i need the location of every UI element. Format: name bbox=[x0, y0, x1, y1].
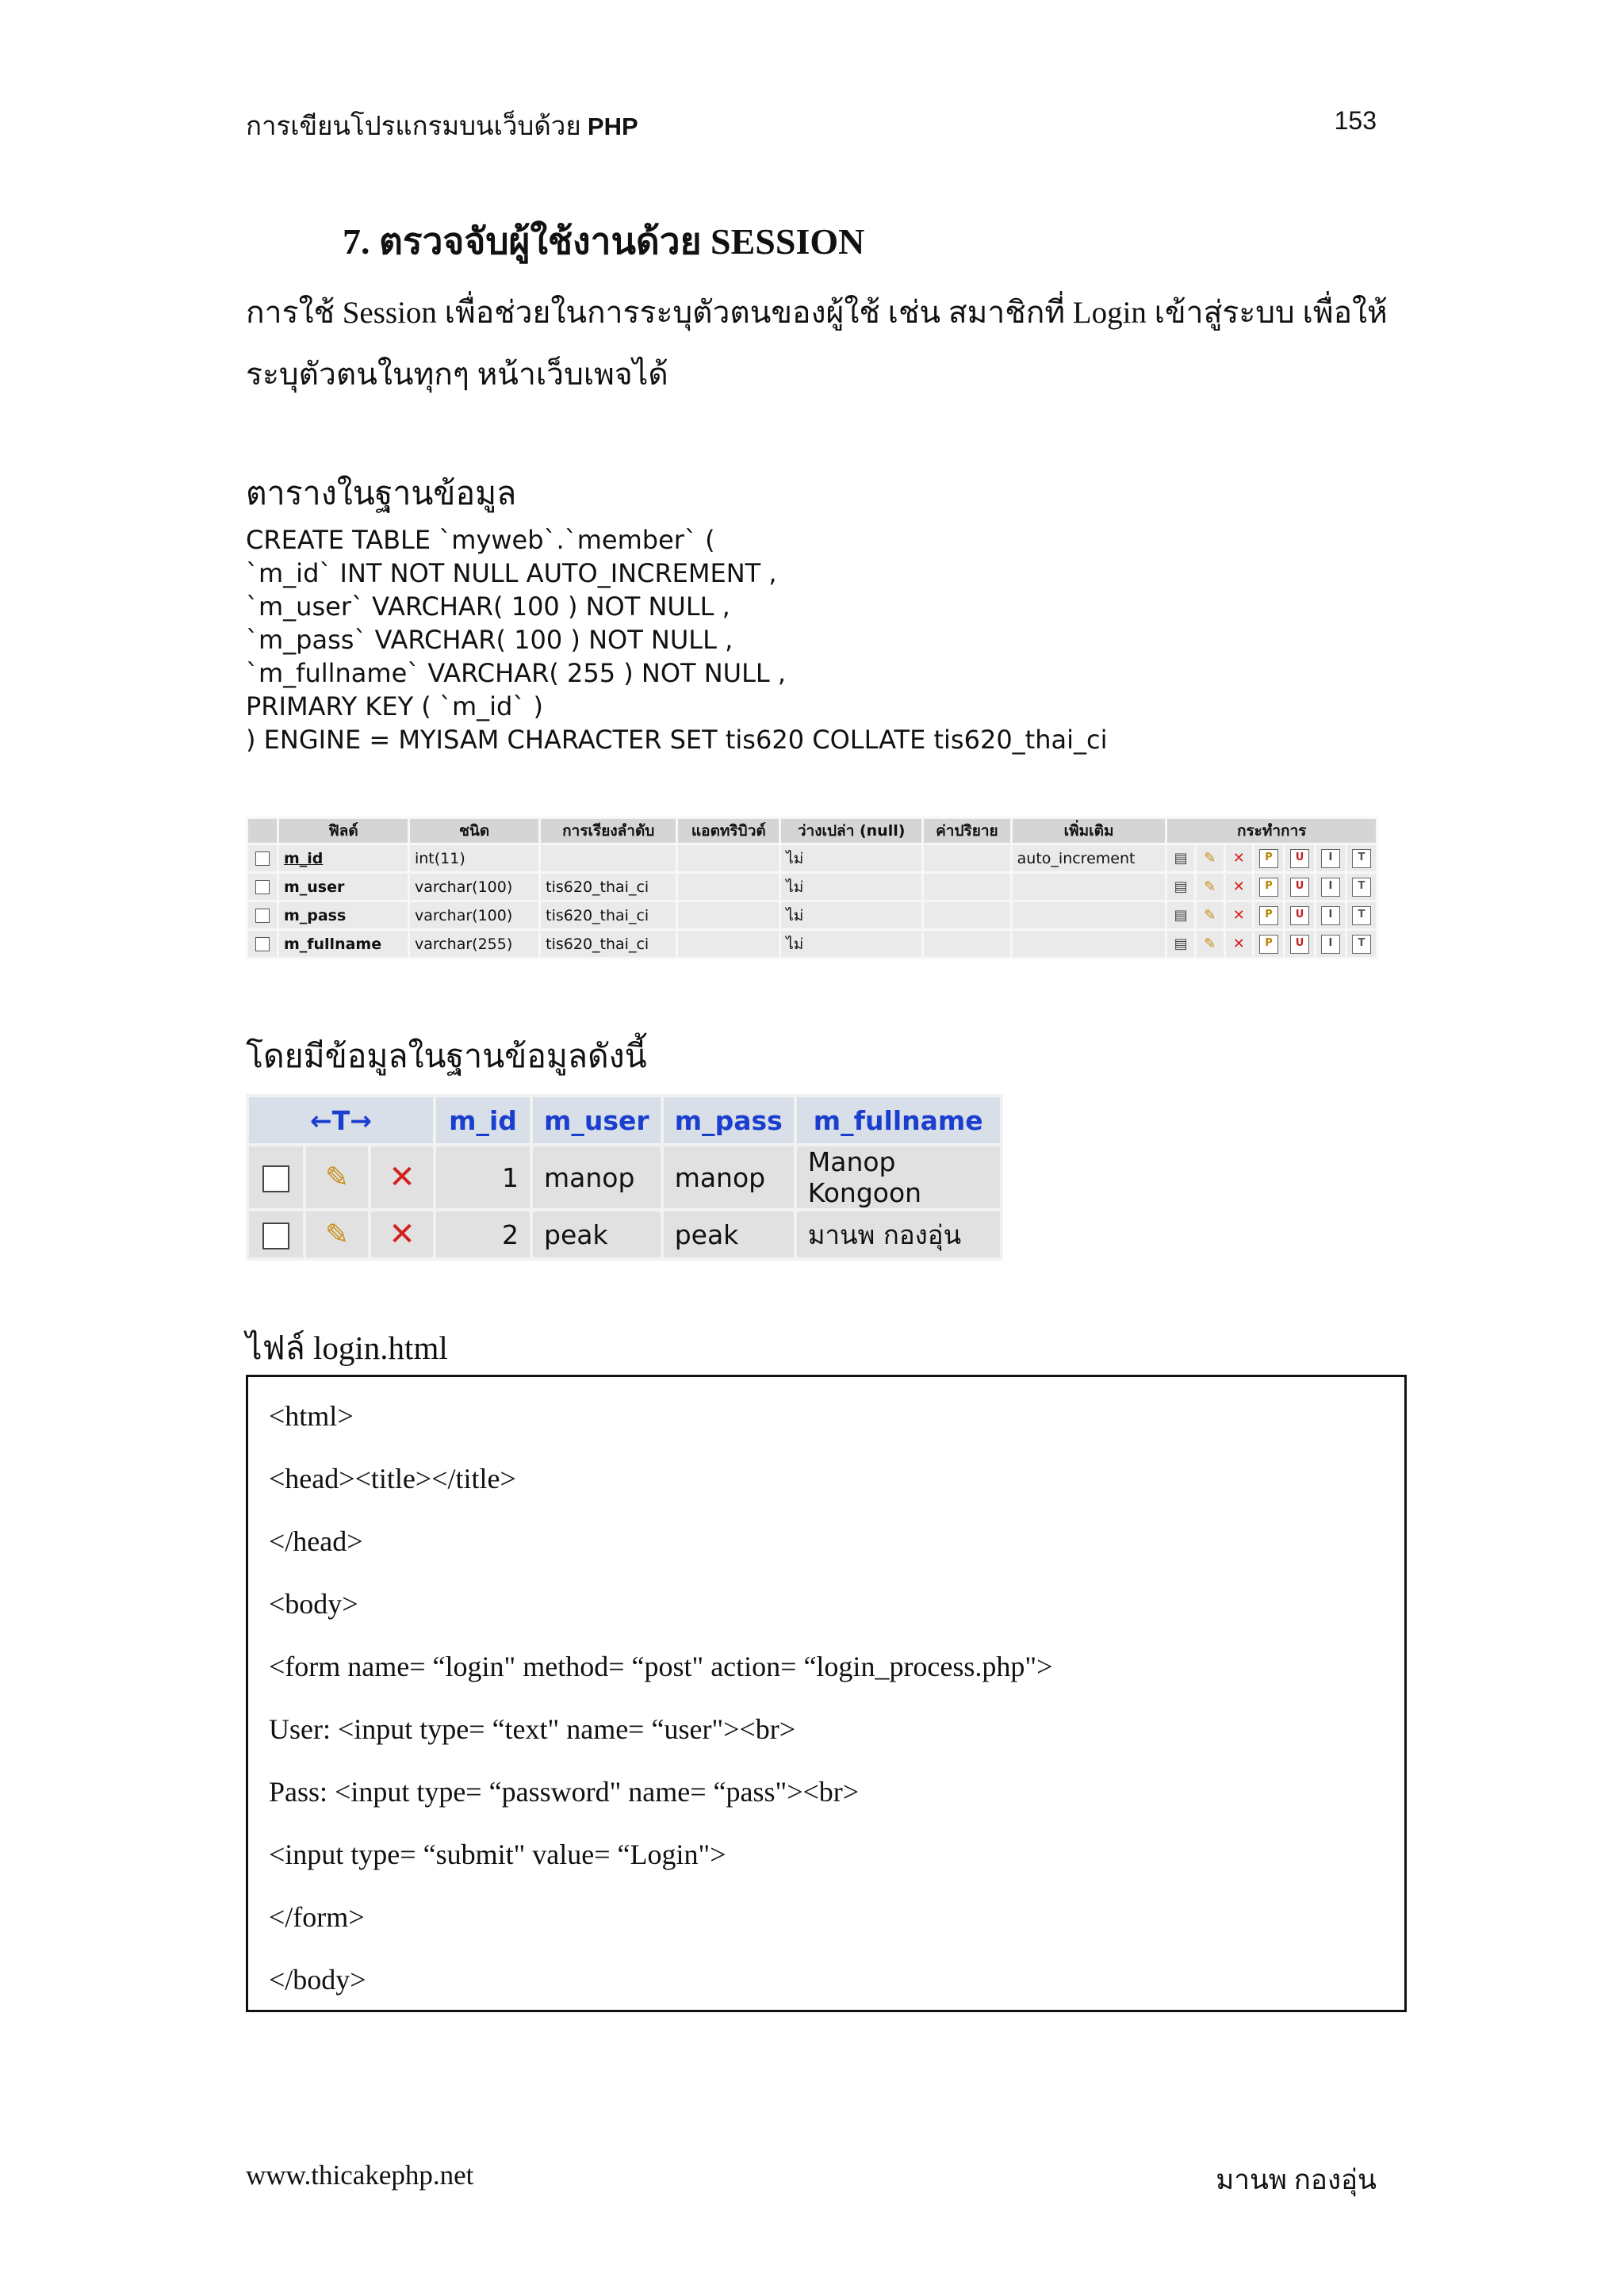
cell-field[interactable]: m_id bbox=[279, 845, 408, 871]
table-row bbox=[248, 845, 1376, 871]
cell-field[interactable]: m_pass bbox=[279, 902, 408, 928]
cell-extra bbox=[1013, 931, 1166, 957]
sql-line: ) ENGINE = MYISAM CHARACTER SET tis620 COLLATE tis620_thai_ci bbox=[246, 725, 1108, 755]
action-cell[interactable] bbox=[1316, 931, 1345, 957]
cell-type: varchar(100) bbox=[410, 874, 538, 900]
code-line: <html> bbox=[269, 1400, 354, 1432]
fulltext-icon[interactable]: T bbox=[1352, 849, 1371, 868]
action-cell[interactable] bbox=[1316, 902, 1345, 928]
footer-author: มานพ กองอุ่น bbox=[1216, 2164, 1377, 2195]
action-cell[interactable] bbox=[1254, 931, 1283, 957]
column-header-m-pass[interactable]: m_pass bbox=[664, 1097, 794, 1143]
browse-icon[interactable]: ▤ bbox=[1174, 849, 1188, 867]
structure-table bbox=[246, 817, 1378, 959]
sql-line: CREATE TABLE `myweb`.`member` ( bbox=[246, 525, 715, 555]
delete-icon[interactable]: ✕ bbox=[1232, 849, 1245, 867]
code-listing-box bbox=[246, 1375, 1407, 2012]
cell-m-id: 1 bbox=[436, 1146, 530, 1208]
action-cell[interactable] bbox=[1347, 845, 1376, 871]
action-cell[interactable] bbox=[1347, 902, 1376, 928]
row-checkbox-cell[interactable] bbox=[248, 845, 277, 871]
cell-m-fullname: มานพ กองอุ่น bbox=[797, 1211, 1000, 1257]
intro-paragraph bbox=[246, 282, 1396, 406]
unique-icon[interactable]: U bbox=[1290, 906, 1309, 925]
edit-icon[interactable]: ✎ bbox=[324, 1218, 350, 1251]
row-checkbox[interactable] bbox=[262, 1165, 289, 1192]
column-header[interactable]: ว่างเปล่า (null) bbox=[781, 819, 921, 843]
delete-cell[interactable] bbox=[371, 1211, 433, 1257]
code-line: </head> bbox=[269, 1525, 363, 1557]
unique-icon[interactable]: U bbox=[1290, 849, 1309, 868]
column-header-m-user[interactable]: m_user bbox=[533, 1097, 661, 1143]
action-cell[interactable] bbox=[1226, 874, 1253, 900]
action-cell[interactable] bbox=[1226, 845, 1253, 871]
code-line: Pass: <input type= “password" name= “pass"><br> bbox=[269, 1776, 860, 1808]
cell-attributes bbox=[678, 874, 779, 900]
index-icon[interactable]: I bbox=[1321, 935, 1340, 954]
row-checkbox-cell[interactable] bbox=[248, 874, 277, 900]
section-title: 7. ตรวจจับผู้ใช้งานด้วย SESSION bbox=[343, 221, 865, 262]
cell-m-pass: manop bbox=[664, 1146, 794, 1208]
cell-m-pass: peak bbox=[664, 1211, 794, 1257]
page-number: 153 bbox=[1334, 106, 1377, 135]
primary-key-icon[interactable]: P bbox=[1259, 849, 1278, 868]
browse-icon[interactable]: ▤ bbox=[1174, 906, 1188, 924]
action-cell[interactable] bbox=[1316, 874, 1345, 900]
row-checkbox-cell[interactable] bbox=[248, 902, 277, 928]
cell-default bbox=[924, 902, 1010, 928]
cell-collation: tis620_thai_ci bbox=[541, 902, 676, 928]
edit-icon[interactable]: ✎ bbox=[1204, 935, 1216, 952]
code-line: User: <input type= “text" name= “user"><br> bbox=[269, 1713, 796, 1745]
column-header[interactable]: ฟิลด์ bbox=[279, 819, 408, 843]
header-title-bold: PHP bbox=[587, 113, 638, 140]
row-checkbox-cell[interactable] bbox=[248, 931, 277, 957]
browse-icon[interactable]: ▤ bbox=[1174, 878, 1188, 895]
primary-key-icon[interactable]: P bbox=[1259, 878, 1278, 897]
edit-icon[interactable]: ✎ bbox=[1204, 906, 1216, 924]
action-cell[interactable] bbox=[1197, 845, 1224, 871]
index-icon[interactable]: I bbox=[1321, 878, 1340, 897]
browse-icon[interactable]: ▤ bbox=[1174, 935, 1188, 952]
header-title: การเขียนโปรแกรมบนเว็บด้วย bbox=[246, 113, 588, 141]
structure-header-row bbox=[248, 819, 1376, 843]
cell-m-fullname: Manop Kongoon bbox=[797, 1146, 1000, 1208]
data-header-row bbox=[249, 1097, 1000, 1143]
edit-cell[interactable] bbox=[306, 1146, 368, 1208]
intro-line-1: การใช้ Session เพื่อช่วยในการระบุตัวตนของผู้ใช้ เช่น สมาชิกที่ Login เข้าสู่ระบบ เพื่อให้ bbox=[246, 296, 1388, 330]
cell-field[interactable]: m_user bbox=[279, 874, 408, 900]
action-cell[interactable] bbox=[1285, 874, 1314, 900]
edit-cell[interactable] bbox=[306, 1211, 368, 1257]
action-cell[interactable] bbox=[1254, 902, 1283, 928]
file-heading: ไฟล์ login.html bbox=[246, 1330, 448, 1366]
cell-default bbox=[924, 845, 1010, 871]
row-checkbox[interactable] bbox=[255, 880, 270, 894]
db-table-heading: ตารางในฐานข้อมูล bbox=[246, 475, 517, 511]
row-checkbox[interactable] bbox=[255, 909, 270, 923]
action-cell[interactable] bbox=[1197, 902, 1224, 928]
row-checkbox[interactable] bbox=[255, 851, 270, 866]
cell-extra bbox=[1013, 902, 1166, 928]
data-table bbox=[246, 1094, 1003, 1261]
primary-key-icon[interactable]: P bbox=[1259, 935, 1278, 954]
action-cell[interactable] bbox=[1347, 931, 1376, 957]
cell-collation bbox=[541, 845, 676, 871]
checkbox-column-header bbox=[248, 819, 277, 843]
row-checkbox-cell[interactable] bbox=[249, 1211, 303, 1257]
table-row bbox=[249, 1146, 1000, 1208]
code-line: <input type= “submit" value= “Login"> bbox=[269, 1839, 726, 1870]
delete-icon[interactable]: ✕ bbox=[1232, 906, 1245, 924]
delete-icon[interactable]: ✕ bbox=[389, 1216, 416, 1253]
table-row bbox=[248, 931, 1376, 957]
action-cell[interactable] bbox=[1316, 845, 1345, 871]
action-cell[interactable] bbox=[1167, 902, 1194, 928]
cell-field[interactable]: m_fullname bbox=[279, 931, 408, 957]
cell-m-user: peak bbox=[533, 1211, 661, 1257]
delete-icon[interactable]: ✕ bbox=[389, 1159, 416, 1196]
action-cell[interactable] bbox=[1167, 845, 1194, 871]
sql-line: `m_pass` VARCHAR( 100 ) NOT NULL , bbox=[246, 625, 733, 655]
cell-default bbox=[924, 931, 1010, 957]
action-cell[interactable] bbox=[1254, 874, 1283, 900]
cell-collation: tis620_thai_ci bbox=[541, 931, 676, 957]
fulltext-icon[interactable]: T bbox=[1352, 935, 1371, 954]
table-row bbox=[249, 1211, 1000, 1257]
sql-create-statement bbox=[246, 523, 1107, 756]
column-header[interactable]: ชนิด bbox=[410, 819, 538, 843]
action-cell[interactable] bbox=[1197, 931, 1224, 957]
cell-m-id: 2 bbox=[436, 1211, 530, 1257]
action-cell[interactable] bbox=[1254, 845, 1283, 871]
cell-type: varchar(255) bbox=[410, 931, 538, 957]
cell-attributes bbox=[678, 902, 779, 928]
edit-icon[interactable]: ✎ bbox=[1204, 849, 1216, 867]
cell-m-user: manop bbox=[533, 1146, 661, 1208]
cell-type: int(11) bbox=[410, 845, 538, 871]
code-line: <body> bbox=[269, 1588, 358, 1620]
sql-line: `m_user` VARCHAR( 100 ) NOT NULL , bbox=[246, 591, 730, 622]
unique-icon[interactable]: U bbox=[1290, 935, 1309, 954]
unique-icon[interactable]: U bbox=[1290, 878, 1309, 897]
cell-type: varchar(100) bbox=[410, 902, 538, 928]
action-cell[interactable] bbox=[1285, 845, 1314, 871]
column-header[interactable]: ค่าปริยาย bbox=[924, 819, 1010, 843]
code-line: </body> bbox=[269, 1964, 366, 1996]
action-cell[interactable] bbox=[1285, 931, 1314, 957]
cell-collation: tis620_thai_ci bbox=[541, 874, 676, 900]
cell-null: ไม่ bbox=[781, 874, 921, 900]
action-cell[interactable] bbox=[1167, 874, 1194, 900]
column-header[interactable]: เพิ่มเติม bbox=[1013, 819, 1166, 843]
cell-attributes bbox=[678, 931, 779, 957]
code-line: <form name= “login" method= “post" action= “login_process.php"> bbox=[269, 1651, 1053, 1682]
table-row bbox=[248, 874, 1376, 900]
sql-line: `m_id` INT NOT NULL AUTO_INCREMENT , bbox=[246, 558, 777, 588]
column-header[interactable]: การเรียงลำดับ bbox=[541, 819, 676, 843]
column-header[interactable]: แอตทริบิวต์ bbox=[678, 819, 779, 843]
index-icon[interactable]: I bbox=[1321, 906, 1340, 925]
code-line: <head><title></title> bbox=[269, 1463, 516, 1494]
cell-null: ไม่ bbox=[781, 902, 921, 928]
nav-arrows-header[interactable]: ←T→ bbox=[249, 1097, 433, 1143]
cell-null: ไม่ bbox=[781, 931, 921, 957]
table-row bbox=[248, 902, 1376, 928]
cell-extra: auto_increment bbox=[1013, 845, 1166, 871]
code-line: </form> bbox=[269, 1901, 365, 1933]
index-icon[interactable]: I bbox=[1321, 849, 1340, 868]
action-cell[interactable] bbox=[1285, 902, 1314, 928]
row-checkbox[interactable] bbox=[255, 937, 270, 951]
delete-icon[interactable]: ✕ bbox=[1232, 935, 1245, 952]
cell-default bbox=[924, 874, 1010, 900]
data-heading: โดยมีข้อมูลในฐานข้อมูลดังนี้ bbox=[246, 1038, 647, 1074]
row-checkbox-cell[interactable] bbox=[249, 1146, 303, 1208]
intro-line-2: ระบุตัวตนในทุกๆ หน้าเว็บเพจได้ bbox=[246, 358, 668, 392]
action-cell[interactable] bbox=[1226, 902, 1253, 928]
cell-null: ไม่ bbox=[781, 845, 921, 871]
cell-extra bbox=[1013, 874, 1166, 900]
fulltext-icon[interactable]: T bbox=[1352, 906, 1371, 925]
row-checkbox[interactable] bbox=[262, 1223, 289, 1249]
column-header-m-fullname[interactable]: m_fullname bbox=[797, 1097, 1000, 1143]
action-cell[interactable] bbox=[1167, 931, 1194, 957]
footer-website: www.thicakephp.net bbox=[246, 2160, 474, 2191]
cell-attributes bbox=[678, 845, 779, 871]
fulltext-icon[interactable]: T bbox=[1352, 878, 1371, 897]
delete-cell[interactable] bbox=[371, 1146, 433, 1208]
delete-icon[interactable]: ✕ bbox=[1232, 878, 1245, 895]
column-header: กระทำการ bbox=[1167, 819, 1376, 843]
primary-key-icon[interactable]: P bbox=[1259, 906, 1278, 925]
edit-icon[interactable]: ✎ bbox=[324, 1161, 350, 1194]
sql-line: `m_fullname` VARCHAR( 255 ) NOT NULL , bbox=[246, 658, 787, 688]
action-cell[interactable] bbox=[1347, 874, 1376, 900]
edit-icon[interactable]: ✎ bbox=[1204, 878, 1216, 895]
action-cell[interactable] bbox=[1197, 874, 1224, 900]
column-header-m-id[interactable]: m_id bbox=[436, 1097, 530, 1143]
sql-line: PRIMARY KEY ( `m_id` ) bbox=[246, 691, 543, 721]
running-header bbox=[246, 105, 638, 147]
action-cell[interactable] bbox=[1226, 931, 1253, 957]
